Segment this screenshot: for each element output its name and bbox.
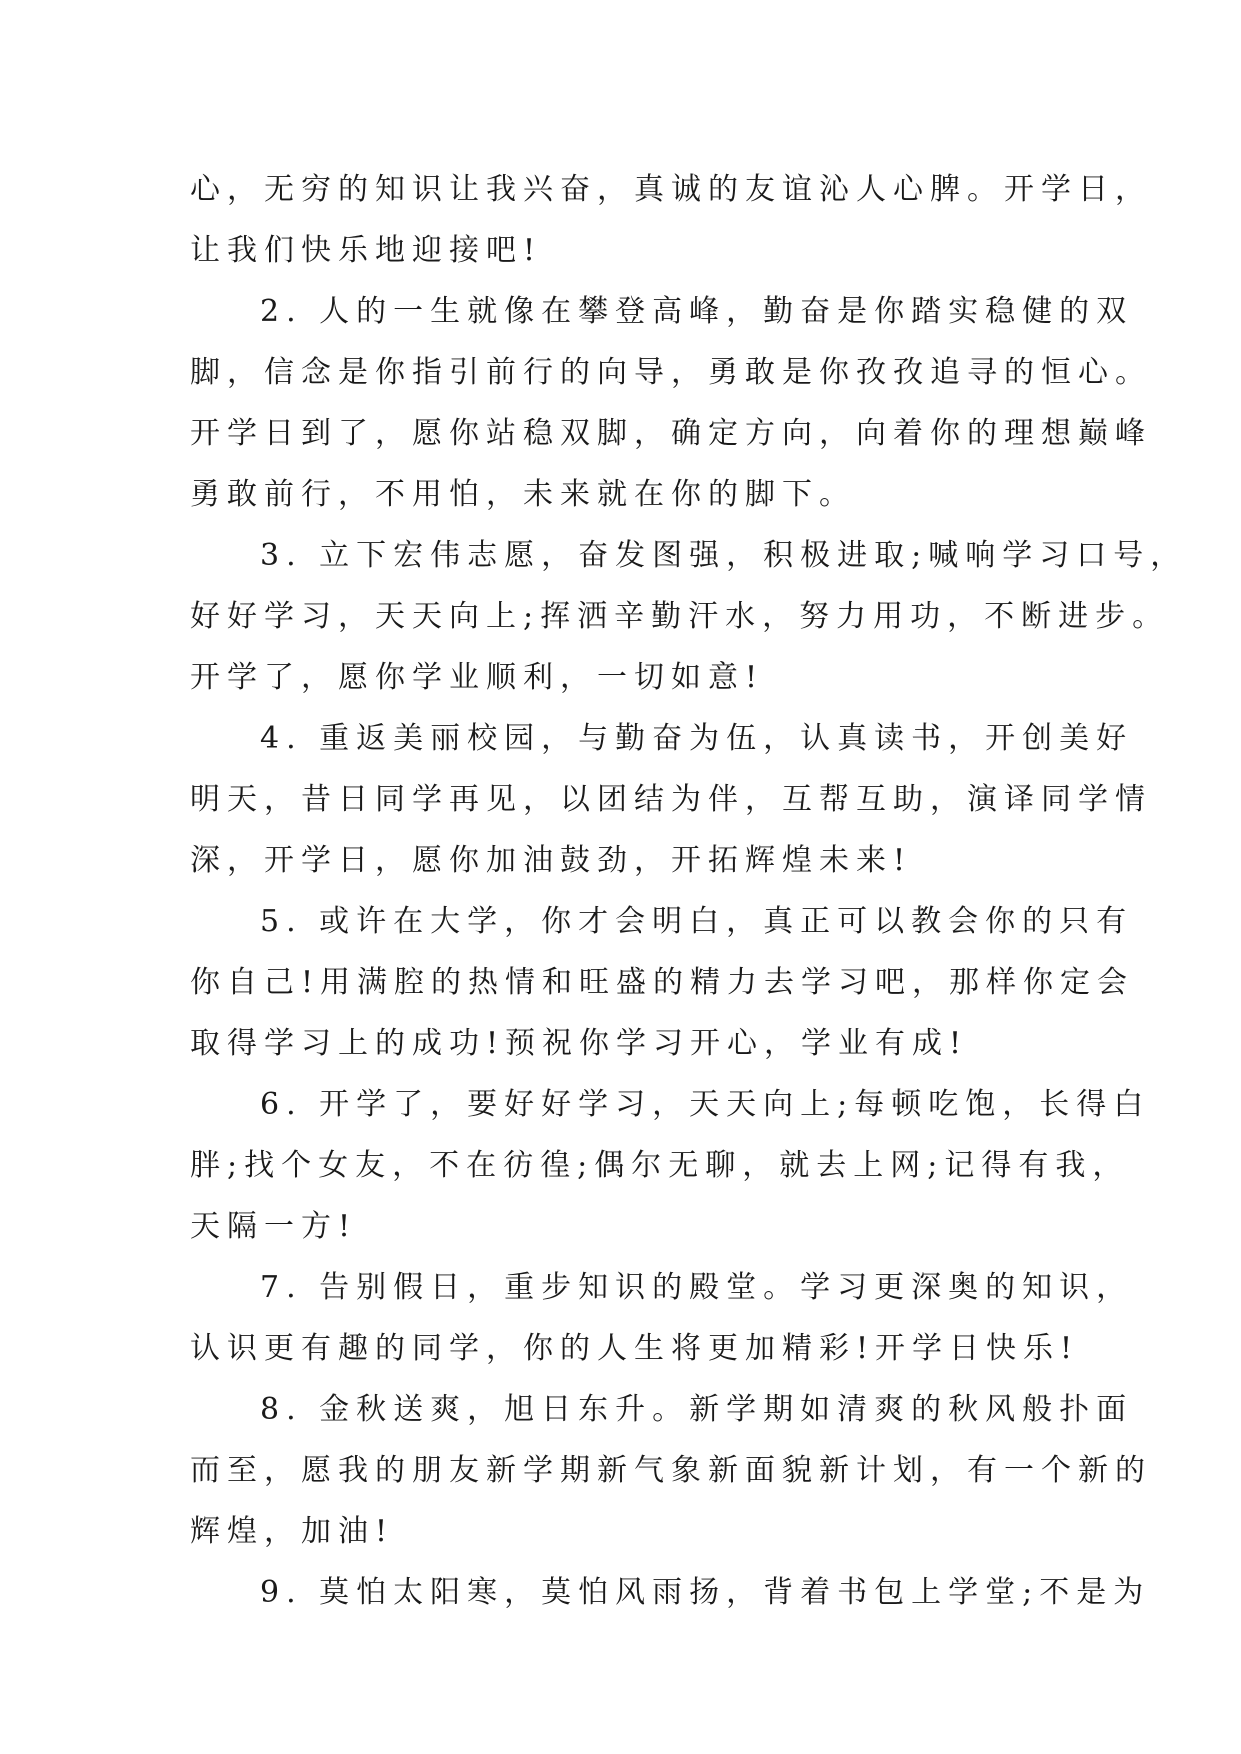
- text-line: 认识更有趣的同学，你的人生将更加精彩!开学日快乐!: [190, 1331, 1080, 1366]
- text-line: 开学了，愿你学业顺利，一切如意!: [190, 660, 765, 695]
- text-line: 5. 或许在大学，你才会明白，真正可以教会你的只有: [260, 904, 1134, 939]
- text-line: 你自己!用满腔的热情和旺盛的精力去学习吧，那样你定会: [190, 965, 1135, 1000]
- text-line: 4. 重返美丽校园，与勤奋为伍，认真读书，开创美好: [260, 721, 1134, 756]
- text-line: 勇敢前行，不用怕，未来就在你的脚下。: [190, 477, 856, 512]
- text-line: 胖;找个女友，不在彷徨;偶尔无聊，就去上网;记得有我，: [190, 1148, 1130, 1183]
- text-line: 8. 金秋送爽，旭日东升。新学期如清爽的秋风般扑面: [260, 1392, 1134, 1427]
- text-line: 脚，信念是你指引前行的向导，勇敢是你孜孜追寻的恒心。: [190, 355, 1152, 390]
- text-line: 开学日到了，愿你站稳双脚，确定方向，向着你的理想巅峰: [190, 416, 1152, 451]
- text-line: 9. 莫怕太阳寒，莫怕风雨扬，背着书包上学堂;不是为: [260, 1575, 1151, 1610]
- text-line: 2. 人的一生就像在攀登高峰，勤奋是你踏实稳健的双: [260, 294, 1134, 329]
- text-line: 让我们快乐地迎接吧!: [190, 233, 543, 268]
- text-line: 天隔一方!: [190, 1209, 358, 1244]
- text-line: 辉煌，加油!: [190, 1514, 395, 1549]
- text-line: 7. 告别假日，重步知识的殿堂。学习更深奥的知识，: [260, 1270, 1134, 1305]
- text-line: 3. 立下宏伟志愿，奋发图强，积极进取;喊响学习口号，: [260, 538, 1188, 573]
- document-body: [190, 159, 1188, 1623]
- text-line: 深，开学日，愿你加油鼓劲，开拓辉煌未来!: [190, 843, 913, 878]
- text-line: 6. 开学了，要好好学习，天天向上;每顿吃饱，长得白: [260, 1087, 1151, 1122]
- text-line: 心，无穷的知识让我兴奋，真诚的友谊沁人心脾。开学日，: [190, 172, 1152, 207]
- text-line: 而至，愿我的朋友新学期新气象新面貌新计划，有一个新的: [190, 1453, 1152, 1488]
- text-line: 取得学习上的成功!预祝你学习开心，学业有成!: [190, 1026, 969, 1061]
- text-line: 明天，昔日同学再见，以团结为伴，互帮互助，演译同学情: [190, 782, 1152, 817]
- text-line: 好好学习，天天向上;挥洒辛勤汗水，努力用功，不断进步。: [190, 599, 1170, 634]
